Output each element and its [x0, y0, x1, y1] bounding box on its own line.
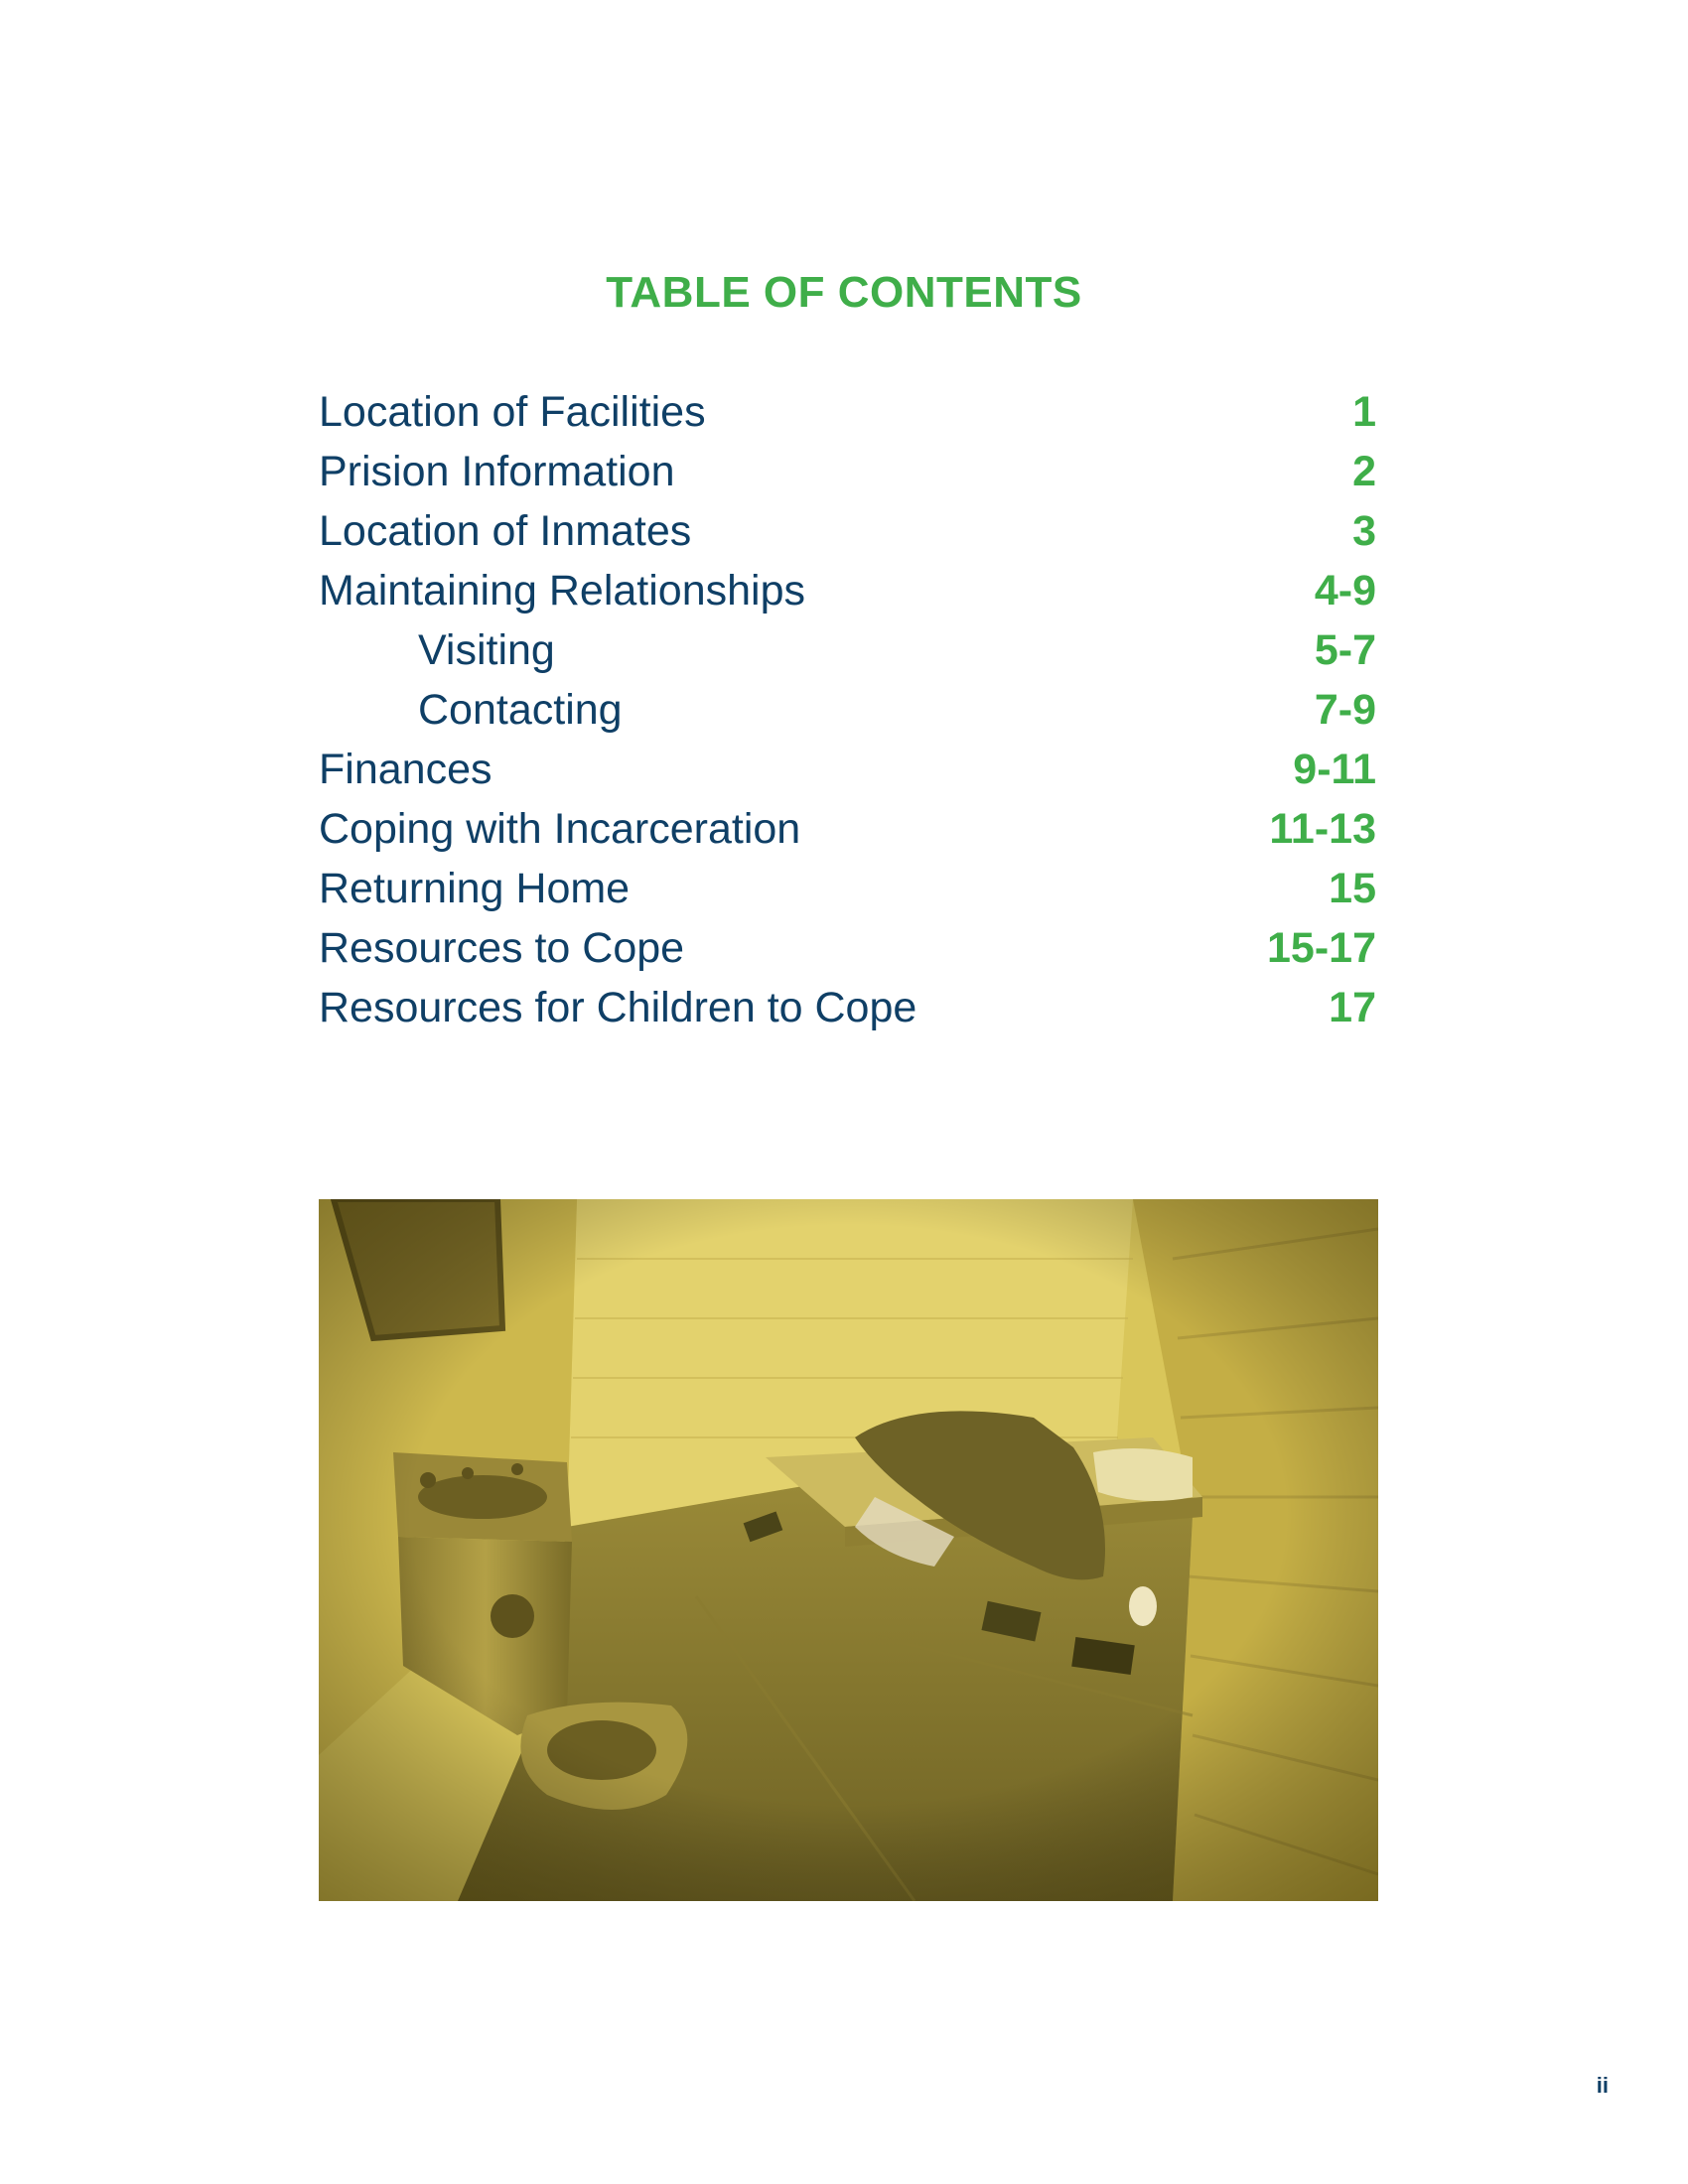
prison-cell-photo: [319, 1199, 1378, 1901]
toc-entry[interactable]: [319, 859, 1376, 918]
toc-entry-label: Visiting: [418, 625, 555, 674]
table-of-contents: [319, 382, 1376, 1037]
toc-entry[interactable]: [319, 740, 1376, 799]
toc-entry-label: Location of Facilities: [319, 387, 706, 436]
toc-entry-page: 11-13: [1269, 804, 1376, 853]
toc-entry[interactable]: [319, 799, 1376, 859]
toc-subentry[interactable]: [319, 620, 1376, 680]
toc-entry-label: Finances: [319, 745, 492, 793]
toc-entry-label: Returning Home: [319, 864, 631, 912]
toc-entry-label: Prision Information: [319, 447, 675, 495]
toc-entry[interactable]: [319, 918, 1376, 978]
toc-entry-label: Resources for Children to Cope: [319, 983, 917, 1031]
toc-entry-page: 15-17: [1267, 923, 1376, 972]
toc-entry[interactable]: [319, 561, 1376, 620]
toc-entry-page: 9-11: [1293, 745, 1376, 793]
toc-entry-page: 17: [1329, 983, 1376, 1031]
toc-entry-page: 15: [1329, 864, 1376, 912]
toc-entry[interactable]: [319, 442, 1376, 501]
toc-entry-page: 1: [1352, 387, 1376, 436]
toc-subentry[interactable]: [319, 680, 1376, 740]
toc-entry-page: 7-9: [1314, 685, 1376, 734]
toc-entry-page: 3: [1352, 506, 1376, 555]
toc-entry-page: 4-9: [1314, 566, 1376, 614]
page-number: ii: [1596, 2073, 1609, 2098]
toc-entry-label: Location of Inmates: [319, 506, 692, 555]
toc-entry[interactable]: [319, 501, 1376, 561]
toc-entry-label: Maintaining Relationships: [319, 566, 806, 614]
toc-entry-page: 5-7: [1314, 625, 1376, 674]
toc-entry-page: 2: [1352, 447, 1376, 495]
toc-entry[interactable]: [319, 382, 1376, 442]
toc-entry-label: Contacting: [418, 685, 623, 734]
toc-entry-label: Coping with Incarceration: [319, 804, 801, 853]
page-title: TABLE OF CONTENTS: [606, 268, 1082, 317]
toc-entry-label: Resources to Cope: [319, 923, 685, 972]
toc-entry[interactable]: [319, 978, 1376, 1037]
